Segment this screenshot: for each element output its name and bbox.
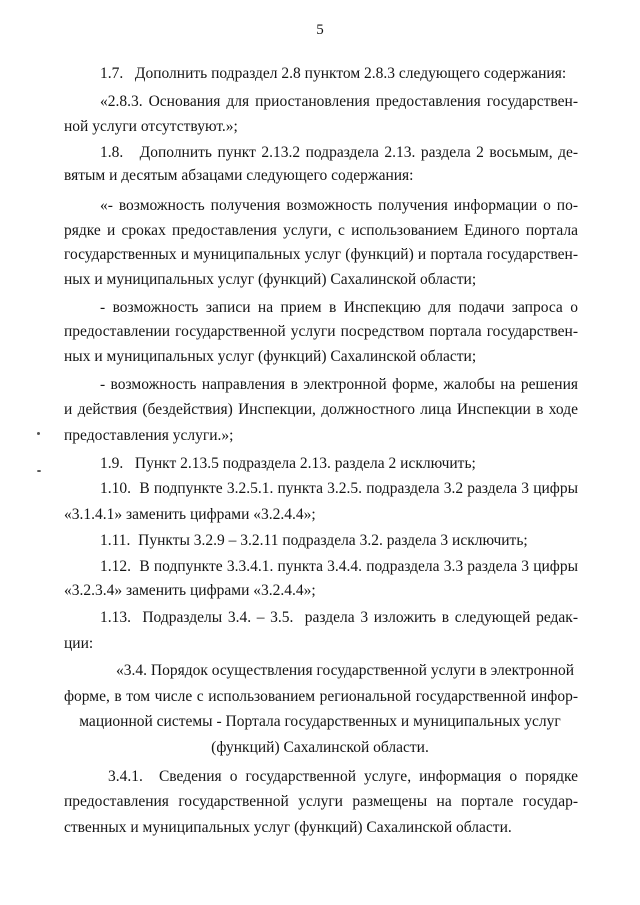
text-line: «3.2.3.4» заменить цифрами «3.2.4.4»; (64, 582, 316, 599)
text-line: ции: (64, 635, 94, 652)
text-line: 1.7. Дополнить подраздел 2.8 пунктом 2.8.3 следующего содержания: (100, 65, 567, 82)
text-line: и действия (бездействия) Инспекции, должностного лица Инспекции в ходе (64, 401, 578, 418)
text-line: вятым и десятым абзацами следующего содержания: (64, 167, 414, 184)
text-line: 1.9. Пункт 2.13.5 подраздела 2.13. раздела 2 исключить; (100, 455, 476, 472)
scan-speck (37, 470, 41, 472)
text-line: форме, в том числе с использованием региональной государственной инфор- (64, 688, 578, 705)
text-line: 1.11. Пункты 3.2.9 – 3.2.11 подраздела 3.2. раздела 3 исключить; (100, 532, 528, 549)
text-line: мационной системы - Портала государственных и муниципальных услуг (79, 713, 561, 730)
text-line: «- возможность получения возможность получения информации о по- (100, 197, 578, 214)
text-line: 3.4.1. Сведения о государственной услуге, информация о порядке (108, 768, 578, 785)
text-line: 1.8. Дополнить пункт 2.13.2 подраздела 2.13. раздела 2 восьмым, де- (100, 144, 578, 161)
text-line: государственных и муниципальных услуг (функций) и портала государствен- (64, 246, 578, 263)
text-line: «3.4. Порядок осуществления государственной услуги в электронной (116, 662, 575, 679)
page-number: 5 (316, 22, 324, 38)
text-line: рядке и сроках предоставления услуги, с использованием Единого портала (64, 222, 578, 239)
text-line: 1.13. Подразделы 3.4. – 3.5. раздела 3 изложить в следующей редак- (100, 609, 578, 626)
text-line: 1.12. В подпункте 3.3.4.1. пункта 3.4.4. подраздела 3.3 раздела 3 цифры (100, 558, 578, 575)
text-line: - возможность записи на прием в Инспекцию для подачи запроса о (100, 299, 578, 316)
text-line: предоставления услуги.»; (64, 427, 234, 444)
text-line: ных и муниципальных услуг (функций) Сахалинской области; (64, 348, 477, 365)
text-line: - возможность направления в электронной форме, жалобы на решения (100, 376, 578, 393)
text-line: «2.8.3. Основания для приостановления предоставления государствен- (100, 93, 578, 110)
text-line: ной услуги отсутствуют.»; (64, 118, 238, 135)
text-line: (функций) Сахалинской области. (211, 739, 429, 756)
text-line: 1.10. В подпункте 3.2.5.1. пункта 3.2.5. подраздела 3.2 раздела 3 цифры (100, 480, 578, 497)
text-line: предоставления государственной услуги размещены на портале государ- (64, 793, 578, 810)
text-line: предоставлении государственной услуги посредством портала государствен- (64, 323, 578, 340)
scan-speck (37, 432, 40, 435)
text-line: «3.1.4.1» заменить цифрами «3.2.4.4»; (64, 506, 316, 523)
text-line: ственных и муниципальных услуг (функций) Сахалинской области. (64, 819, 512, 836)
text-line: ных и муниципальных услуг (функций) Сахалинской области; (64, 271, 477, 288)
